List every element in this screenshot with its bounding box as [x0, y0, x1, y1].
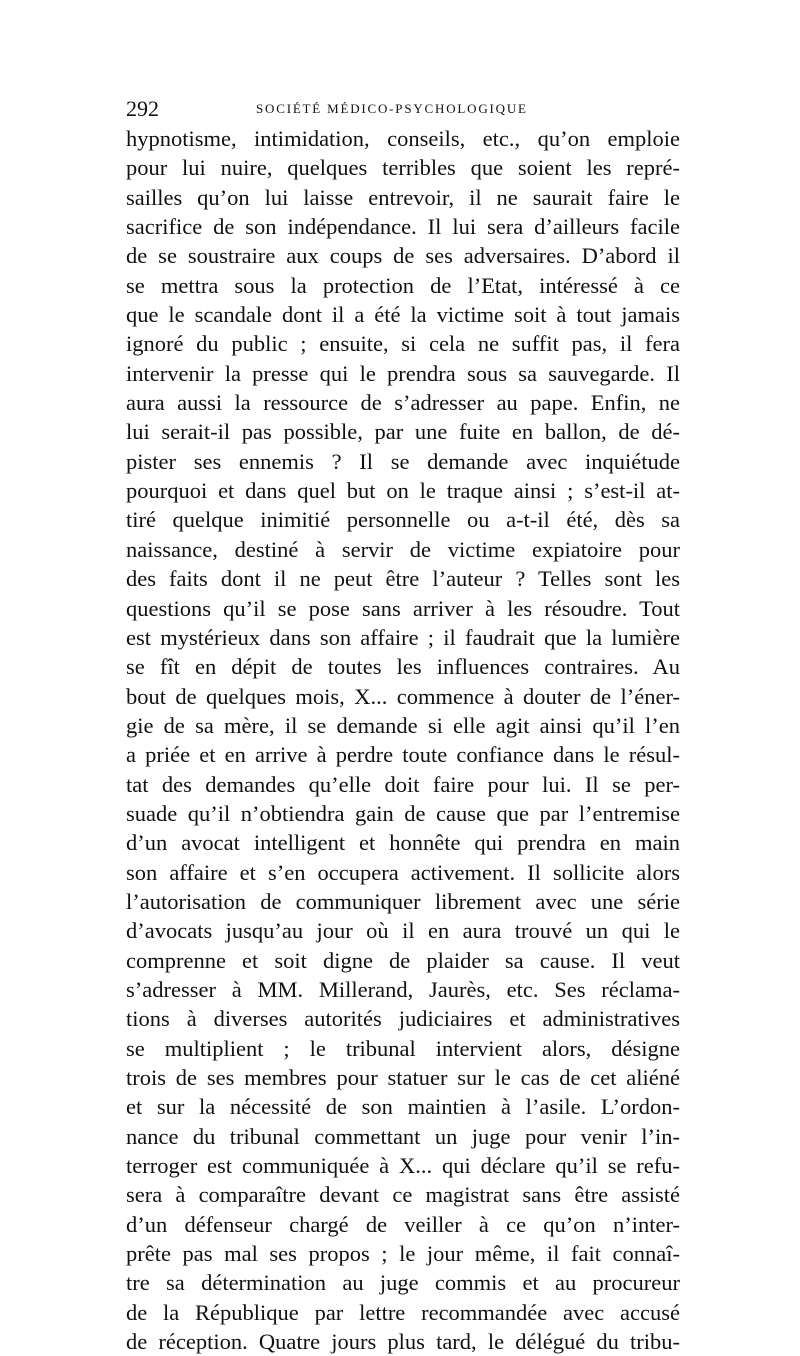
text-line: pourquoi et dans quel but on le traque ainsi ; s’est-il at-	[126, 478, 680, 504]
text-line: terroger est communiquée à X... qui déclare qu’il se refu-	[126, 1153, 680, 1179]
text-line: nance du tribunal commettant un juge pour venir l’in-	[126, 1123, 680, 1149]
text-line: tiré quelque inimitié personnelle ou a-t-il été, dès sa	[126, 507, 680, 533]
text-line: sera à comparaître devant ce magistrat sans être assisté	[126, 1182, 680, 1208]
text-line: tat des demandes qu’elle doit faire pour lui. Il se per-	[126, 771, 680, 797]
text-line: hypnotisme, intimidation, conseils, etc., qu’on emploie	[126, 126, 680, 151]
text-line: l’autorisation de communiquer librement avec une série	[126, 888, 680, 914]
text-line: d’un défenseur chargé de veiller à ce qu’on n’inter-	[126, 1211, 680, 1237]
text-line: de la République par lettre recommandée avec accusé	[126, 1299, 680, 1325]
text-line: ignoré du public ; ensuite, si cela ne suffit pas, il fera	[126, 331, 680, 357]
page-number: 292	[126, 96, 159, 121]
text-line: comprenne et soit digne de plaider sa cause. Il veut	[126, 947, 680, 973]
text-line: d’un avocat intelligent et honnête qui prendra en main	[126, 830, 680, 856]
text-line: de se soustraire aux coups de ses adversaires. D’abord il	[126, 243, 680, 269]
text-line: est mystérieux dans son affaire ; il faudrait que la lumière	[126, 624, 680, 650]
text-line: sailles qu’on lui laisse entrevoir, il ne saurait faire le	[126, 184, 680, 210]
text-line: de réception. Quatre jours plus tard, le délégué du tribu-	[126, 1329, 680, 1355]
text-line: aura aussi la ressource de s’adresser au pape. Enfin, ne	[126, 390, 680, 416]
body-text	[126, 124, 680, 1356]
text-line: tre sa détermination au juge commis et au procureur	[126, 1270, 680, 1296]
text-line: suade qu’il n’obtiendra gain de cause que par l’entremise	[126, 800, 680, 826]
text-line: prête pas mal ses propos ; le jour même, il fait connaî-	[126, 1241, 680, 1267]
text-line: s’adresser à MM. Millerand, Jaurès, etc. Ses réclama-	[126, 976, 680, 1002]
text-line: questions qu’il se pose sans arriver à les résoudre. Tout	[126, 595, 680, 621]
text-line: pour lui nuire, quelques terribles que soient les repré-	[126, 155, 680, 181]
text-line: pister ses ennemis ? Il se demande avec inquiétude	[126, 448, 680, 474]
text-line: bout de quelques mois, X... commence à douter de l’éner-	[126, 683, 680, 709]
text-line: se fît en dépit de toutes les influences contraires. Au	[126, 654, 680, 680]
text-line: intervenir la presse qui le prendra sous sa sauvegarde. Il	[126, 360, 680, 386]
text-line: que le scandale dont il a été la victime soit à tout jamais	[126, 302, 680, 328]
running-head	[126, 97, 680, 121]
text-line: naissance, destiné à servir de victime expiatoire pour	[126, 536, 680, 562]
text-line: trois de ses membres pour statuer sur le cas de cet aliéné	[126, 1065, 680, 1090]
text-line: a priée et en arrive à perdre toute confiance dans le résul-	[126, 742, 680, 768]
running-title: SOCIÉTÉ MÉDICO-PSYCHOLOGIQUE	[256, 101, 528, 116]
text-line: et sur la nécessité de son maintien à l’asile. L’ordon-	[126, 1094, 680, 1120]
text-line: se multiplient ; le tribunal intervient alors, désigne	[126, 1035, 680, 1061]
text-line: gie de sa mère, il se demande si elle agit ainsi qu’il l’en	[126, 712, 680, 738]
text-line: lui serait-il pas possible, par une fuite en ballon, de dé-	[126, 419, 680, 445]
text-line: son affaire et s’en occupera activement. Il sollicite alors	[126, 859, 680, 885]
text-line: se mettra sous la protection de l’Etat, intéressé à ce	[126, 272, 680, 298]
text-line: sacrifice de son indépendance. Il lui sera d’ailleurs facile	[126, 214, 680, 240]
text-line: tions à diverses autorités judiciaires et administratives	[126, 1006, 680, 1032]
text-line: d’avocats jusqu’au jour où il en aura trouvé un qui le	[126, 918, 680, 944]
text-line: des faits dont il ne peut être l’auteur ? Telles sont les	[126, 566, 680, 592]
